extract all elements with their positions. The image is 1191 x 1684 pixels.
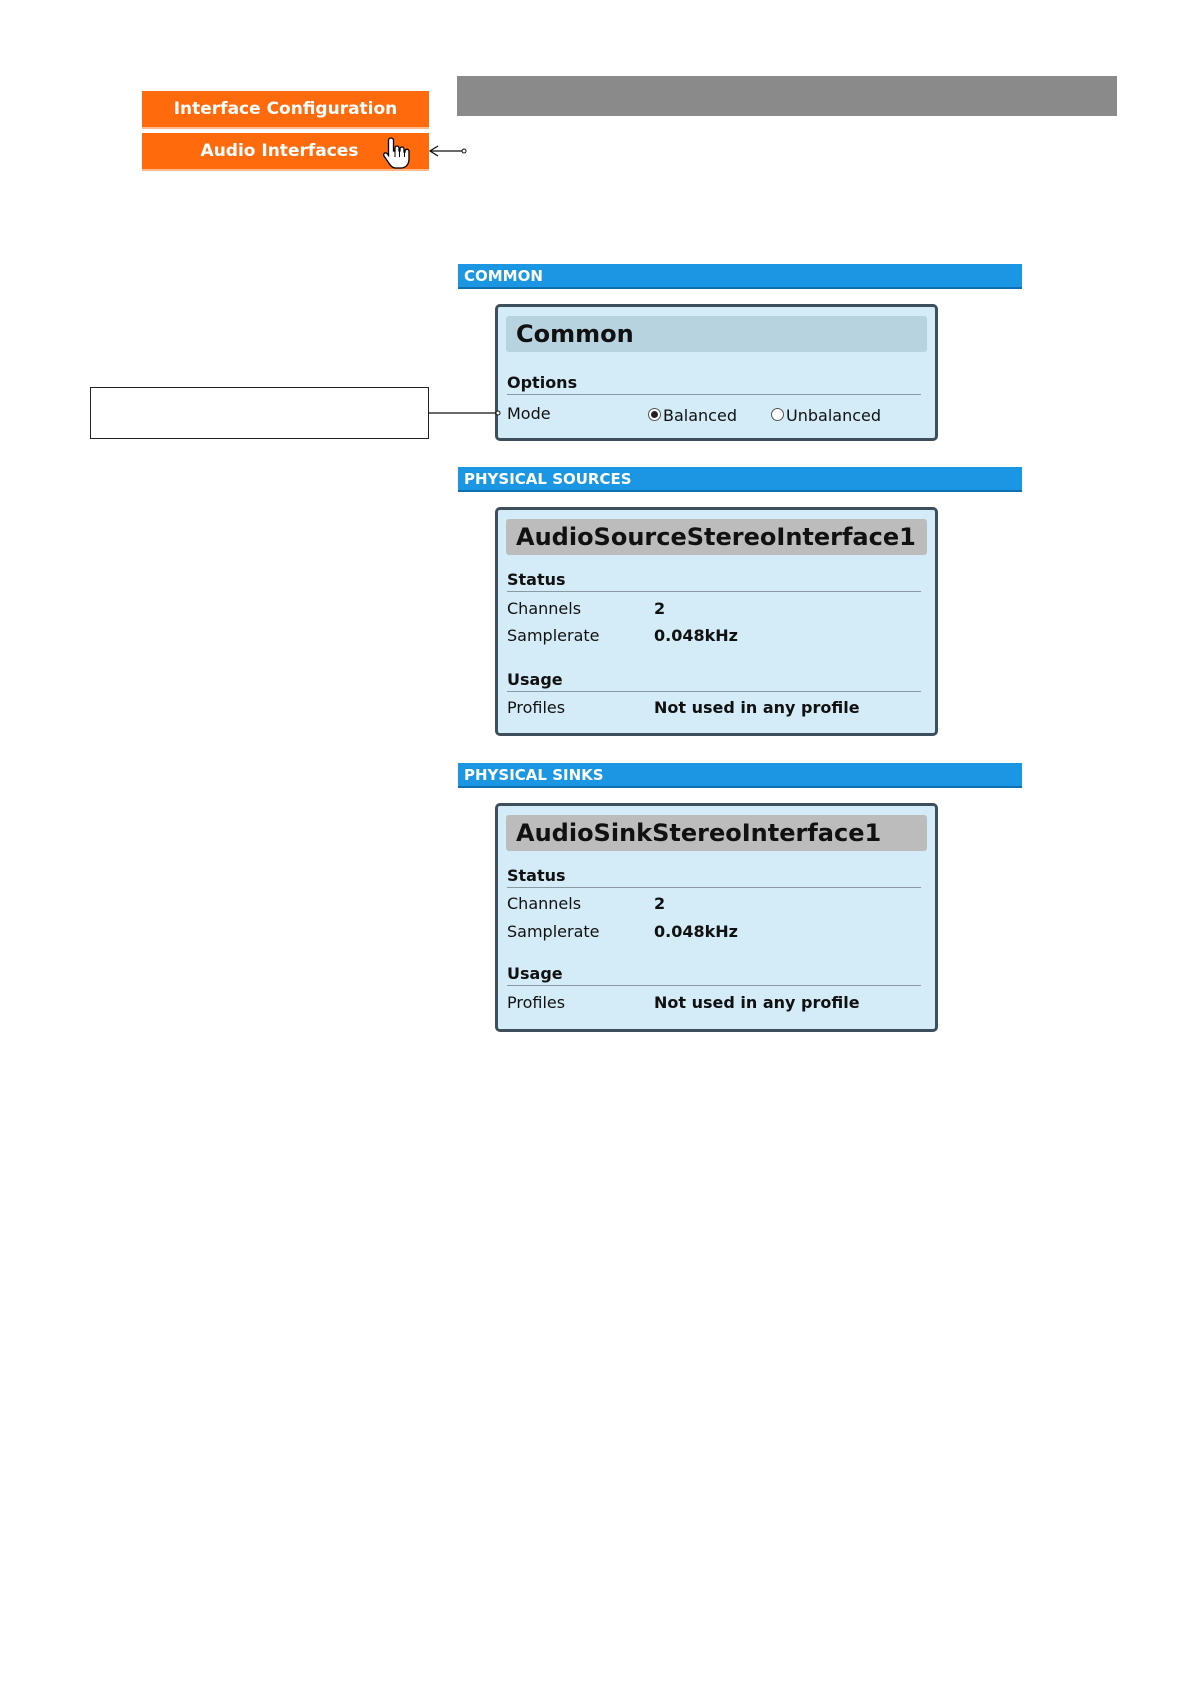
radio-checked-icon[interactable] xyxy=(648,408,661,421)
usage-heading: Usage xyxy=(507,964,921,986)
samplerate-value: 0.048kHz xyxy=(654,626,738,645)
interface-configuration-label: Interface Configuration xyxy=(173,99,398,119)
options-heading: Options xyxy=(507,373,921,395)
radio-unbalanced[interactable] xyxy=(771,406,881,425)
radio-unchecked-icon[interactable] xyxy=(771,408,784,421)
samplerate-value: 0.048kHz xyxy=(654,922,738,941)
channels-label: Channels xyxy=(507,894,582,913)
interface-configuration-button[interactable] xyxy=(142,91,429,129)
radio-unbalanced-label: Unbalanced xyxy=(786,406,881,425)
samplerate-label: Samplerate xyxy=(507,626,600,645)
profiles-value: Not used in any profile xyxy=(654,698,860,717)
audio-sink-panel xyxy=(495,803,938,1032)
radio-balanced-label: Balanced xyxy=(663,406,737,425)
section-header-physical-sources: PHYSICAL SOURCES xyxy=(458,467,1022,492)
section-header-physical-sinks: PHYSICAL SINKS xyxy=(458,763,1022,788)
channels-value: 2 xyxy=(654,894,666,913)
status-heading: Status xyxy=(507,570,921,592)
status-heading: Status xyxy=(507,866,921,888)
arrow-icon xyxy=(428,144,468,160)
profiles-label: Profiles xyxy=(507,698,566,717)
samplerate-label: Samplerate xyxy=(507,922,600,941)
hand-cursor-icon xyxy=(381,136,411,170)
panel-title: Common xyxy=(506,316,927,352)
mode-label: Mode xyxy=(507,404,551,423)
audio-interfaces-button[interactable] xyxy=(142,133,429,171)
section-header-common: COMMON xyxy=(458,264,1022,289)
common-panel xyxy=(495,304,938,441)
channels-label: Channels xyxy=(507,599,582,618)
usage-heading: Usage xyxy=(507,670,921,692)
callout-connector xyxy=(428,410,500,416)
profiles-value: Not used in any profile xyxy=(654,993,860,1012)
radio-balanced[interactable] xyxy=(648,406,737,425)
header-bar xyxy=(457,76,1117,116)
audio-source-panel xyxy=(495,507,938,736)
panel-title: AudioSourceStereoInterface1 xyxy=(506,519,927,555)
audio-interfaces-label: Audio Interfaces xyxy=(200,141,359,161)
panel-title: AudioSinkStereoInterface1 xyxy=(506,815,927,851)
profiles-label: Profiles xyxy=(507,993,566,1012)
channels-value: 2 xyxy=(654,599,666,618)
callout-box xyxy=(90,387,429,439)
